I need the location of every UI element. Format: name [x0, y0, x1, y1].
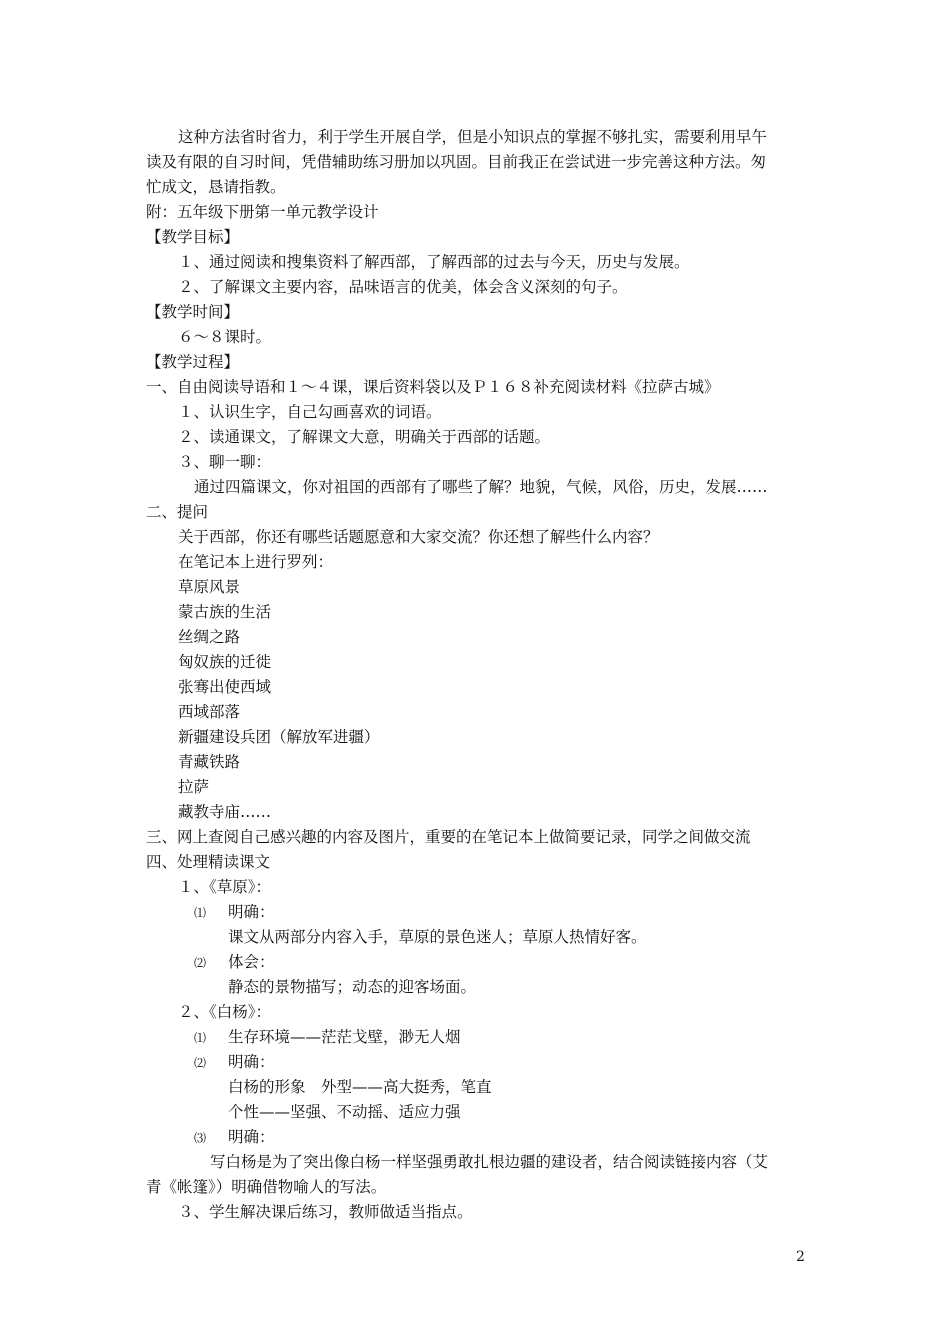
lesson1-point-2-text: 静态的景物描写；动态的迎客场面。 [228, 978, 477, 996]
topic-item: 西域部落 [178, 703, 241, 721]
lesson2-point-2-line-2: 个性——坚强、不动摇、适应力强 [228, 1103, 461, 1121]
step2-list-intro: 在笔记本上进行罗列： [178, 553, 334, 571]
intro-line-1: 这种方法省时省力，利于学生开展自学，但是小知识点的掌握不够扎实，需要利用早午 [178, 128, 768, 146]
topic-item: 藏教寺庙…… [178, 803, 272, 821]
page-number: 2 [796, 1249, 805, 1265]
step1-item-3: ３、聊一聊： [178, 453, 272, 471]
topic-item: 蒙古族的生活 [178, 603, 272, 621]
step2-question: 关于西部，你还有哪些话题愿意和大家交流？你还想了解些什么内容？ [178, 528, 659, 546]
topic-item: 青藏铁路 [178, 753, 241, 771]
step4-title: 四、处理精读课文 [146, 853, 271, 871]
point-marker: ⑴ [194, 906, 207, 920]
goals-heading: 【教学目标】 [146, 228, 240, 246]
intro-line-3: 忙成文，恳请指教。 [146, 178, 286, 196]
point-label: 明确： [228, 903, 275, 921]
step1-item-2: ２、读通课文，了解课文大意，明确关于西部的话题。 [178, 428, 551, 446]
lesson1-point-2 [194, 952, 275, 973]
lesson2-point-2-line-1: 白杨的形象 外型——高大挺秀，笔直 [228, 1078, 492, 1096]
point-marker: ⑴ [194, 1031, 207, 1045]
topic-item: 张骞出使西域 [178, 678, 272, 696]
lesson1-title: １、《草原》： [178, 878, 272, 896]
topic-item: 新疆建设兵团（解放军进疆） [178, 728, 380, 746]
point-label: 体会： [228, 953, 275, 971]
topic-item: 拉萨 [178, 778, 210, 796]
lesson2-title: ２、《白杨》： [178, 1003, 272, 1021]
time-value: ６～８课时。 [178, 328, 272, 346]
lesson2-point-3-text-line-1: 写白杨是为了突出像白杨一样坚强勇敢扎根边疆的建设者，结合阅读链接内容（艾 [210, 1153, 769, 1171]
step1-item-1: １、认识生字，自己勾画喜欢的词语。 [178, 403, 442, 421]
lesson2-point-3 [194, 1127, 275, 1148]
step1-title: 一、自由阅读导语和１～４课，课后资料袋以及Ｐ１６８补充阅读材料《拉萨古城》 [146, 378, 720, 396]
point-label: 明确： [228, 1128, 275, 1146]
lesson2-point-3-text-line-2: 青《帐篷》）明确借物喻人的写法。 [146, 1178, 387, 1196]
point-label: 明确： [228, 1053, 275, 1071]
topic-item: 匈奴族的迁徙 [178, 653, 272, 671]
step3-title: 三、网上查阅自己感兴趣的内容及图片，重要的在笔记本上做简要记录，同学之间做交流 [146, 828, 751, 846]
lesson2-point-1 [194, 1027, 461, 1048]
step2-title: 二、提问 [146, 503, 209, 521]
step1-item-3-detail: 通过四篇课文，你对祖国的西部有了哪些了解？地貌，气候，风俗，历史，发展…… [194, 478, 768, 496]
lesson1-point-1-text: 课文从两部分内容入手，草原的景色迷人；草原人热情好客。 [228, 928, 647, 946]
point-marker: ⑶ [194, 1131, 207, 1145]
point-text: 生存环境——茫茫戈壁，渺无人烟 [228, 1028, 461, 1046]
topic-item: 草原风景 [178, 578, 241, 596]
process-heading: 【教学过程】 [146, 353, 240, 371]
point-marker: ⑵ [194, 1056, 207, 1070]
lesson2-point-2 [194, 1052, 275, 1073]
point-marker: ⑵ [194, 956, 207, 970]
topic-item: 丝绸之路 [178, 628, 241, 646]
goal-item-2: ２、了解课文主要内容，品味语言的优美，体会含义深刻的句子。 [178, 278, 628, 296]
time-heading: 【教学时间】 [146, 303, 240, 321]
appendix-title: 附：五年级下册第一单元教学设计 [146, 203, 379, 221]
lesson3-item: ３、学生解决课后练习，教师做适当指点。 [178, 1203, 473, 1221]
goal-item-1: １、通过阅读和搜集资料了解西部，了解西部的过去与今天，历史与发展。 [178, 253, 690, 271]
lesson1-point-1 [194, 902, 275, 923]
intro-line-2: 读及有限的自习时间，凭借辅助练习册加以巩固。目前我正在尝试进一步完善这种方法。匆 [146, 153, 767, 171]
